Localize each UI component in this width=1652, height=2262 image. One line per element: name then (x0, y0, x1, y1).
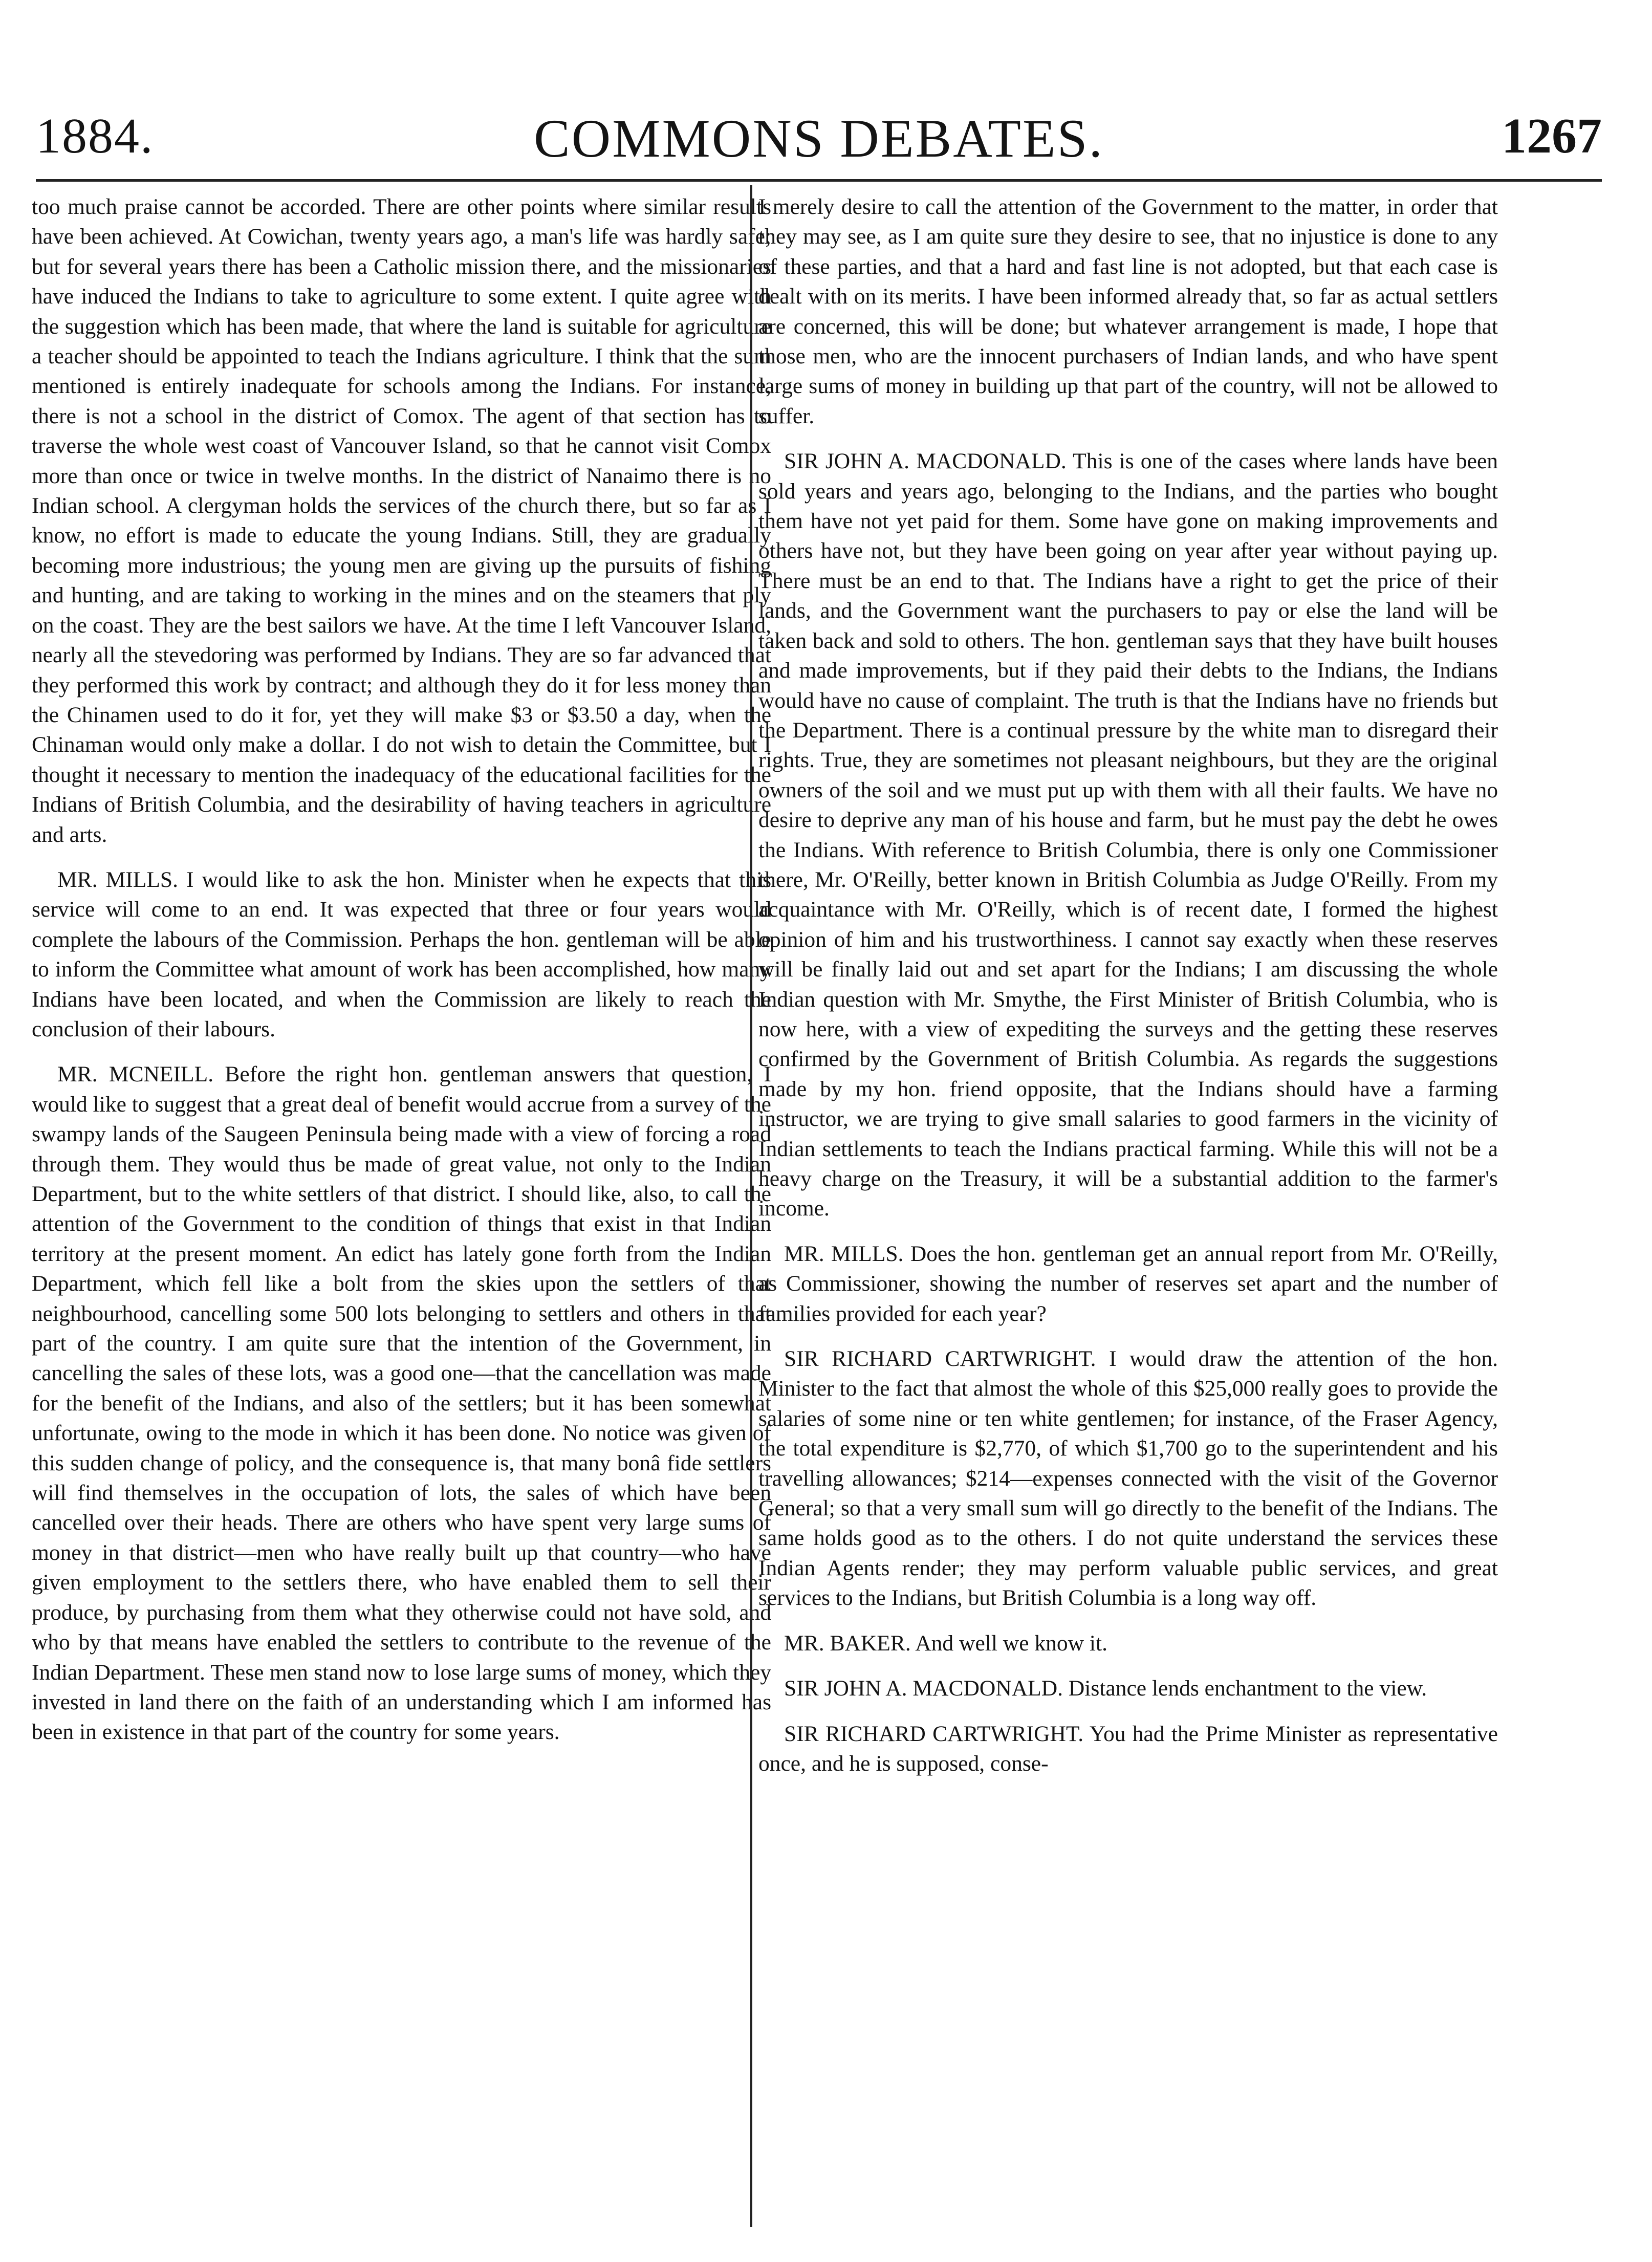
left-column (32, 192, 771, 1747)
paragraph-text: too much praise cannot be accorded. There are other points where similar results have been achieved. At Cowichan, twenty years ago, a man's life was hardly safe; but for several years there has been a Catholic mission there, and the missionaries have induced the Indians to take to agriculture to some extent. I quite agree with the suggestion which has been made, that where the land is suitable for agriculture a teacher should be appointed to teach the Indians agriculture. I think that the sum mentioned is entirely inadequate for schools among the Indians. For instance, there is not a school in the district of Comox. The agent of that section has to traverse the whole west coast of Vancouver Island, so that he cannot visit Comox more than once or twice in twelve months. In the district of Nanaimo there is no Indian school. A clergyman holds the services of the church there, but so far as I know, no effort is made to educate the young Indians. Still, they are gradually becoming more industrious; the young men are giving up the pursuits of fishing and hunting, and are taking to working in the mines and on the steamers that ply on the coast. They are the best sailors we have. At the time I left Vancouver Island, nearly all the stevedoring was performed by Indians. They are so far advanced that they performed this work by contract; and although they do it for less money than the Chinamen used to do it for, yet they will make $3 or $3.50 a day, when the Chinaman would only make a dollar. I do not wish to detain the Committee, but I thought it necessary to mention the inadequacy of the educational facilities for the Indians of British Columbia, and the desirability of having teachers in agriculture and arts. (32, 194, 771, 847)
paragraph-text: And well we know it. (915, 1630, 1107, 1656)
header-title: COMMONS DEBATES. (533, 108, 1104, 168)
header-rule (36, 179, 1602, 182)
paragraph-text: This is one of the cases where lands have been sold years and years ago, belonging to the Indians, and the parties who bought them have not yet paid for them. Some have gone on making improvements and others have not, but they have been going on year after year without paying up. There must be an end to that. The Indians have a right to get the price of their lands, and the Government want the purchasers to pay or else the land will be taken back and sold to others. The hon. gentleman says that they have built houses and made improvements, but if they paid their debts to the Indians, the Indians would have no cause of complaint. The truth is that the Indians have no friends but the Department. There is a continual pressure by the white man to disregard their rights. True, they are sometimes not pleasant neighbours, but they are the original owners of the soil and we must put up with them with all their faults. We have no desire to deprive any man of his house and farm, but he must pay the debt he owes the Indians. With reference to British Columbia, there is only one Commissioner there, Mr. O'Reilly, better known in British Columbia as Judge O'Reilly. From my acquaintance with Mr. O'Reilly, which is of recent date, I formed the highest opinion of him and his trustworthiness. I cannot say exactly when these reserves will be finally laid out and set apart for the Indians; I am discussing the whole Indian question with Mr. Smythe, the First Minister of British Columbia, who is now here, with a view of expediting the surveys and the getting these reserves confirmed by the Government of British Columbia. As regards the suggestions made by my hon. friend opposite, that the Indians should have a farming instructor, we are trying to give small salaries to good farmers in the vicinity of Indian settlements to teach the Indians practical farming. While this will not be a heavy charge on the Treasury, it will be a substantial addition to the farmer's income. (758, 449, 1498, 1221)
paragraph-text: You had the Prime Minister as representative once, and he is supposed, conse- (758, 1721, 1498, 1776)
paragraph-text: Does the hon. gentleman get an annual report from Mr. O'Reilly, as Commissioner, showing the number of reserves set apart and the number of families provided for each year? (758, 1241, 1498, 1326)
right-column (758, 192, 1498, 1778)
column-divider (750, 185, 752, 2227)
paragraph (32, 192, 771, 850)
paragraph-text: I would draw the attention of the hon. Minister to the fact that almost the whole of this $25,000 really goes to provide the salaries of some nine or ten white gentlemen; for instance, of the Fraser Agency, the total expenditure is $2,770, of which $1,700 go to the superintendent and his travelling allowances; $214—expenses connected with the visit of the Governor General; so that a very small sum will go directly to the benefit of the Indians. The same holds good as to the others. I do not quite understand the services these Indian Agents render; they may perform valuable public services, and great services to the Indians, but British Columbia is a long way off. (758, 1346, 1498, 1611)
paragraph (32, 1059, 771, 1747)
paragraph-text: I merely desire to call the attention of the Government to the matter, in order that they may see, as I am quite sure they desire to see, that no injustice is done to any of these parties, and that a hard and fast line is not adopted, but that each case is dealt with on its merits. I have been informed already that, so far as actual settlers are concerned, this will be done; but whatever arrangement is made, I hope that those men, who are the innocent purchasers of Indian lands, and who have spent large sums of money in building up that part of the country, will not be allowed to suffer. (758, 194, 1498, 428)
speaker-name: SIR RICHARD CARTWRIGHT. (784, 1346, 1096, 1372)
paragraph (32, 865, 771, 1044)
speaker-name: MR. MCNEILL. (57, 1062, 214, 1087)
paragraph (758, 1239, 1498, 1329)
paragraph (758, 446, 1498, 1224)
speaker-name: SIR JOHN A. MACDONALD. (784, 449, 1067, 474)
speaker-name: SIR JOHN A. MACDONALD. (784, 1676, 1063, 1701)
header-year: 1884. (36, 108, 154, 164)
paragraph (758, 1719, 1498, 1779)
paragraph-text: Before the right hon. gentleman answers that question, I would like to suggest that a great deal of benefit would accrue from a survey of the swampy lands of the Saugeen Peninsula being made with a view of forcing a road through them. They would thus be made of great value, not only to the Indian Department, but to the white settlers of that district. I should like, also, to call the attention of the Government to the condition of things that exist in that Indian territory at the present moment. An edict has lately gone forth from the Indian Department, which fell like a bolt from the skies upon the settlers of that neighbourhood, cancelling some 500 lots belonging to settlers and others in that part of the country. I am quite sure that the intention of the Government, in cancelling the sales of these lots, was a good one—that the cancellation was made for the benefit of the Indians, and also of the settlers; but it has been somewhat unfortunate, owing to the mode in which it has been done. No notice was given of this sudden change of policy, and the consequence is, that many bonâ fide settlers will find themselves in the occupation of lots, the sales of which have been cancelled over their heads. There are others who have spent very large sums of money in that district—men who have really built up that country—who have given employment to the settlers there, who have enabled them to sell their produce, by purchasing from them what they otherwise could not have sold, and who by that means have enabled the settlers to contribute to the revenue of the Indian Department. These men stand now to lose large sums of money, which they invested in land there on the faith of an understanding which I am informed has been in existence in that part of the country for some years. (32, 1062, 772, 1745)
paragraph (758, 1673, 1498, 1703)
speaker-name: MR. BAKER. (784, 1630, 911, 1656)
paragraph (758, 1344, 1498, 1613)
page-number: 1267 (1502, 108, 1602, 164)
paragraph (758, 1628, 1498, 1658)
paragraph (758, 192, 1498, 431)
paragraph-text: Distance lends enchantment to the view. (1068, 1676, 1427, 1701)
speaker-name: SIR RICHARD CARTWRIGHT. (784, 1721, 1084, 1746)
speaker-name: MR. MILLS. (784, 1241, 904, 1266)
paragraph-text: I would like to ask the hon. Minister when he expects that this service will come to an end. It was expected that three or four years would complete the labours of the Commission. Perhaps the hon. gentleman will be able to inform the Committee what amount of work has been accomplished, how many Indians have been located, and when the Commission are likely to reach the conclusion of their labours. (32, 867, 771, 1041)
speaker-name: MR. MILLS. (57, 867, 178, 892)
page-header (36, 107, 1602, 169)
